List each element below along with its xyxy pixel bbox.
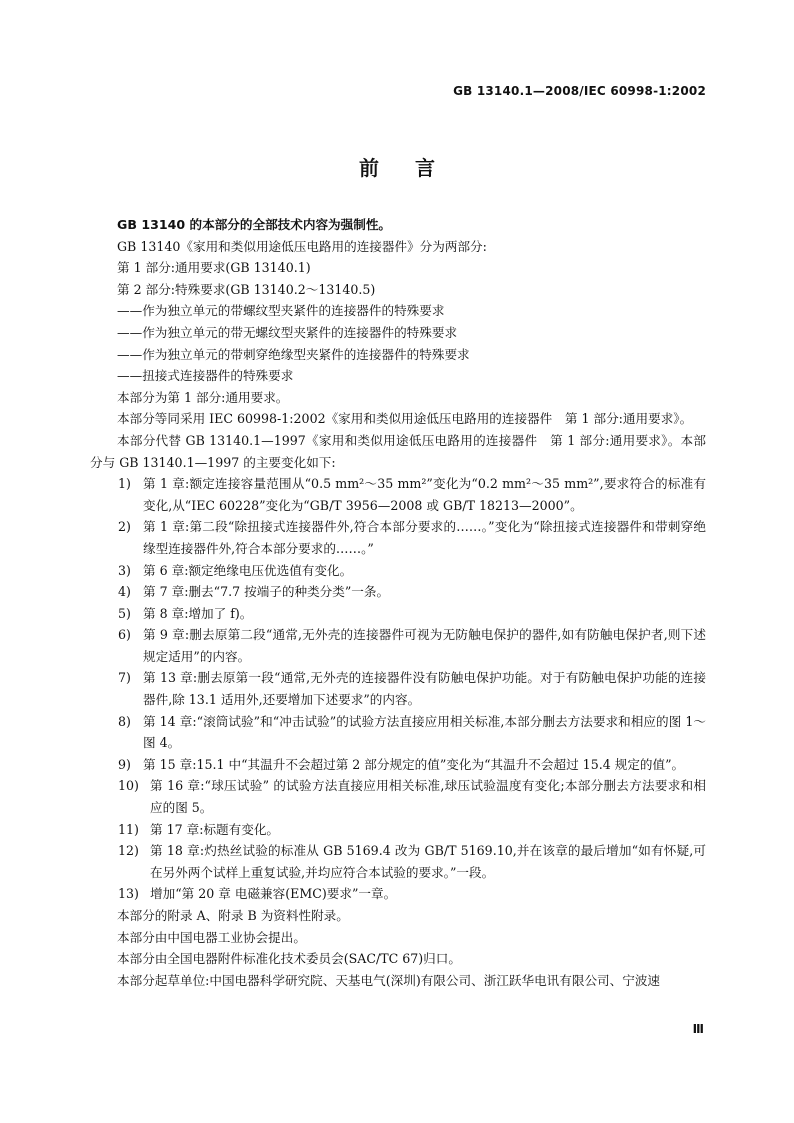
paragraph: 本部分由全国电器附件标准化技术委员会(SAC/TC 67)归口。 <box>117 951 461 967</box>
foreword-body <box>90 214 706 991</box>
list-item <box>90 819 706 841</box>
list-item <box>90 473 706 516</box>
list-text: 第 8 章:增加了 f)。 <box>143 605 253 621</box>
list-text: 第 6 章:额定绝缘电压优选值有变化。 <box>143 562 353 578</box>
list-item <box>90 883 706 905</box>
list-item <box>90 840 706 883</box>
list-text: 第 1 章:额定连接容量范围从“0.5 mm²～35 mm²”变化为“0.2 mm²～35 mm²”,要求符合的标准有变化,从“IEC 60228”变化为“GB/T 3956—2008 或 GB/T 18213—2000”。 <box>143 476 706 513</box>
paragraph: 本部分的附录 A、附录 B 为资料性附录。 <box>117 908 349 923</box>
paragraph: ——扭接式连接器件的特殊要求 <box>117 368 294 384</box>
list-item <box>90 624 706 667</box>
list-item <box>90 516 706 559</box>
list-text: 第 16 章:“球压试验” 的试验方法直接应用相关标准,球压试验温度有变化;本部分删去方法要求和相应的图 5。 <box>150 778 706 816</box>
standard-code-header: GB 13140.1—2008/IEC 60998-1:2002 <box>453 84 706 98</box>
page-number: Ⅲ <box>692 1022 704 1036</box>
list-item <box>90 775 706 818</box>
list-item <box>90 603 706 625</box>
paragraph: GB 13140 的本部分的全部技术内容为强制性。 <box>117 217 392 232</box>
paragraph: 本部分为第 1 部分:通用要求。 <box>117 389 289 405</box>
list-item <box>90 754 706 776</box>
list-text: 第 13 章:删去原第一段“通常,无外壳的连接器件没有防触电保护功能。对于有防触电保护功能的连接器件,除 13.1 适用外,还要增加下述要求”的内容。 <box>143 670 706 708</box>
list-number: 6) <box>118 627 131 643</box>
list-text: 第 17 章:标题有变化。 <box>150 821 280 837</box>
list-item <box>90 667 706 710</box>
list-text: 第 7 章:删去“7.7 按端子的种类分类”一条。 <box>143 584 390 600</box>
list-number: 5) <box>118 605 131 621</box>
list-number: 12) <box>118 843 139 859</box>
list-number: 11) <box>118 821 139 837</box>
list-text: 第 1 章:第二段“除扭接式连接器件外,符合本部分要求的……。”变化为“除扭接式连接器件和带刺穿绝缘型连接器件外,符合本部分要求的……。” <box>143 519 706 556</box>
list-number: 2) <box>118 519 131 535</box>
list-item <box>90 581 706 603</box>
paragraph: 本部分起草单位:中国电器科学研究院、天基电气(深圳)有限公司、浙江跃华电讯有限公司、宁波速 <box>117 972 661 988</box>
paragraph: 第 1 部分:通用要求(GB 13140.1) <box>117 260 311 276</box>
list-number: 7) <box>118 670 131 686</box>
list-number: 10) <box>118 778 139 794</box>
changes-list <box>90 473 706 905</box>
list-number: 3) <box>118 562 131 578</box>
paragraph: ——作为独立单元的带刺穿绝缘型夹紧件的连接器件的特殊要求 <box>117 346 470 362</box>
list-text: 第 15 章:15.1 中“其温升不会超过第 2 部分规定的值”变化为“其温升不会超过 15.4 规定的值”。 <box>143 756 685 772</box>
list-number: 13) <box>118 886 139 902</box>
list-text: 第 14 章:“滚筒试验”和“冲击试验”的试验方法直接应用相关标准,本部分删去方法要求和相应的图 1～图 4。 <box>143 713 706 751</box>
paragraph: ——作为独立单元的带螺纹型夹紧件的连接器件的特殊要求 <box>117 303 445 319</box>
paragraph: ——作为独立单元的带无螺纹型夹紧件的连接器件的特殊要求 <box>117 324 458 340</box>
list-text: 第 9 章:删去原第二段“通常,无外壳的连接器件可视为无防触电保护的器件,如有防触电保护者,则下述规定适用”的内容。 <box>143 627 706 664</box>
list-text: 第 18 章:灼热丝试验的标准从 GB 5169.4 改为 GB/T 5169.10,并在该章的最后增加“如有怀疑,可在另外两个试样上重复试验,并均应符合本试验的要求。”一段。 <box>150 843 706 880</box>
list-text: 增加“第 20 章 电磁兼容(EMC)要求”一章。 <box>150 886 397 902</box>
page-title: 前言 <box>359 156 471 180</box>
paragraph: 本部分代替 GB 13140.1—1997《家用和类似用途低压电路用的连接器件 第 1 部分:通用要求》。本部分与 GB 13140.1—1997 的主要变化如下: <box>90 432 706 470</box>
paragraph: GB 13140《家用和类似用途低压电路用的连接器件》分为两部分: <box>117 238 487 254</box>
list-number: 9) <box>118 756 131 772</box>
paragraph: 第 2 部分:特殊要求(GB 13140.2～13140.5) <box>117 281 376 297</box>
list-number: 4) <box>118 584 131 600</box>
paragraph: 本部分由中国电器工业协会提出。 <box>117 929 306 945</box>
list-item <box>90 560 706 582</box>
paragraph: 本部分等同采用 IEC 60998-1:2002《家用和类似用途低压电路用的连接器件 第 1 部分:通用要求》。 <box>117 411 693 427</box>
list-number: 8) <box>118 713 131 729</box>
list-item <box>90 711 706 754</box>
list-number: 1) <box>118 476 131 492</box>
